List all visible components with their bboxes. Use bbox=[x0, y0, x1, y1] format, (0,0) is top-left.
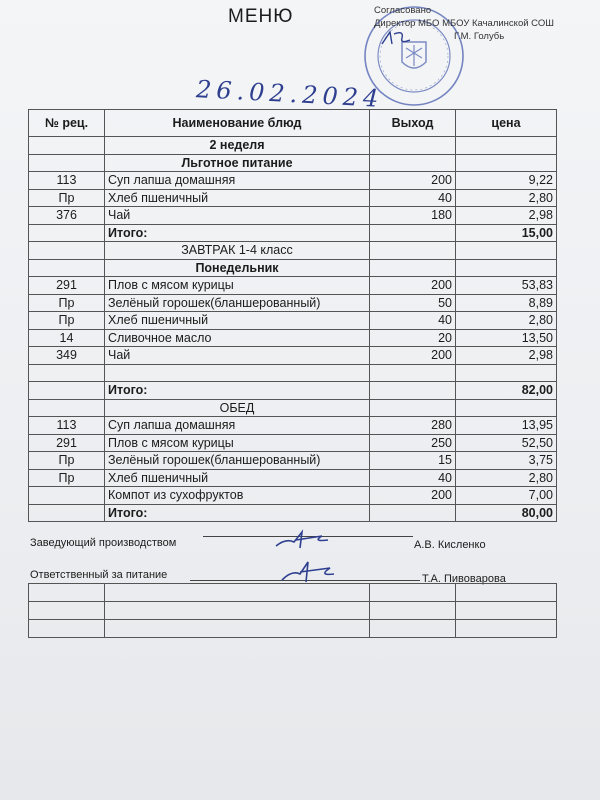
total-price: 82,00 bbox=[456, 382, 557, 400]
manager-label: Заведующий производством bbox=[30, 537, 177, 549]
blank-row bbox=[29, 602, 557, 620]
portion bbox=[370, 242, 456, 260]
portion bbox=[370, 224, 456, 242]
dish-name: Плов с мясом курицы bbox=[105, 434, 370, 452]
menu-item-row bbox=[29, 487, 557, 505]
dish-name: Чай bbox=[105, 347, 370, 365]
header-portion: Выход bbox=[370, 110, 456, 137]
dish-name: Чай bbox=[105, 207, 370, 225]
manager-signature bbox=[272, 528, 332, 554]
price bbox=[456, 259, 557, 277]
section-title: ОБЕД bbox=[105, 399, 370, 417]
recipe-no bbox=[29, 154, 105, 172]
header-recipe-no: № рец. bbox=[29, 110, 105, 137]
recipe-no: Пр bbox=[29, 469, 105, 487]
section-row bbox=[29, 242, 557, 260]
price: 2,80 bbox=[456, 312, 557, 330]
menu-item-row bbox=[29, 417, 557, 435]
blank-row bbox=[29, 620, 557, 638]
total-row bbox=[29, 504, 557, 522]
blank-table bbox=[28, 583, 557, 638]
portion: 40 bbox=[370, 469, 456, 487]
menu-item-row bbox=[29, 347, 557, 365]
recipe-no: Пр bbox=[29, 452, 105, 470]
recipe-no bbox=[29, 382, 105, 400]
portion: 200 bbox=[370, 487, 456, 505]
portion bbox=[370, 382, 456, 400]
price: 9,22 bbox=[456, 172, 557, 190]
menu-table bbox=[28, 109, 557, 522]
portion: 20 bbox=[370, 329, 456, 347]
recipe-no bbox=[29, 364, 105, 382]
recipe-no bbox=[29, 224, 105, 242]
section-row bbox=[29, 154, 557, 172]
total-label: Итого: bbox=[105, 382, 370, 400]
portion: 40 bbox=[370, 189, 456, 207]
price: 2,98 bbox=[456, 347, 557, 365]
portion bbox=[370, 504, 456, 522]
menu-item-row bbox=[29, 312, 557, 330]
recipe-no bbox=[29, 137, 105, 155]
portion: 200 bbox=[370, 172, 456, 190]
menu-item-row bbox=[29, 452, 557, 470]
header-price: цена bbox=[456, 110, 557, 137]
portion bbox=[370, 364, 456, 382]
blank-row bbox=[29, 584, 557, 602]
approval-line: Директор МБО МБОУ Качалинской СОШ bbox=[374, 18, 554, 29]
approval-line: Г.М. Голубь bbox=[454, 31, 505, 42]
price: 2,80 bbox=[456, 189, 557, 207]
menu-item-row bbox=[29, 329, 557, 347]
recipe-no bbox=[29, 399, 105, 417]
responsible-name: Т.А. Пивоварова bbox=[422, 573, 506, 585]
portion: 200 bbox=[370, 347, 456, 365]
recipe-no bbox=[29, 242, 105, 260]
director-signature bbox=[380, 28, 420, 50]
price: 52,50 bbox=[456, 434, 557, 452]
price bbox=[456, 364, 557, 382]
menu-date: 26.02.2024 bbox=[195, 75, 385, 113]
recipe-no: 349 bbox=[29, 347, 105, 365]
price: 7,00 bbox=[456, 487, 557, 505]
dish-name: Плов с мясом курицы bbox=[105, 277, 370, 295]
recipe-no: 291 bbox=[29, 277, 105, 295]
empty-row bbox=[29, 364, 557, 382]
price: 2,98 bbox=[456, 207, 557, 225]
section-title: Понедельник bbox=[105, 259, 370, 277]
portion bbox=[370, 137, 456, 155]
price: 2,80 bbox=[456, 469, 557, 487]
portion: 50 bbox=[370, 294, 456, 312]
portion bbox=[370, 399, 456, 417]
dish-name: Хлеб пшеничный bbox=[105, 189, 370, 207]
responsible-label: Ответственный за питание bbox=[30, 569, 168, 581]
section-title: ЗАВТРАК 1-4 класс bbox=[105, 242, 370, 260]
menu-item-row bbox=[29, 172, 557, 190]
total-row bbox=[29, 224, 557, 242]
section-row bbox=[29, 137, 557, 155]
dish-name: Зелёный горошек(бланшерованный) bbox=[105, 452, 370, 470]
manager-name: А.В. Кисленко bbox=[414, 539, 486, 551]
dish-name: Сливочное масло bbox=[105, 329, 370, 347]
menu-item-row bbox=[29, 189, 557, 207]
recipe-no: 14 bbox=[29, 329, 105, 347]
section-title: 2 неделя bbox=[105, 137, 370, 155]
price: 13,50 bbox=[456, 329, 557, 347]
recipe-no: Пр bbox=[29, 312, 105, 330]
total-price: 15,00 bbox=[456, 224, 557, 242]
dish-name: Хлеб пшеничный bbox=[105, 469, 370, 487]
total-price: 80,00 bbox=[456, 504, 557, 522]
menu-item-row bbox=[29, 294, 557, 312]
recipe-no bbox=[29, 259, 105, 277]
dish-name: Суп лапша домашняя bbox=[105, 172, 370, 190]
section-title: Льготное питание bbox=[105, 154, 370, 172]
recipe-no: 113 bbox=[29, 172, 105, 190]
price bbox=[456, 154, 557, 172]
price: 13,95 bbox=[456, 417, 557, 435]
menu-item-row bbox=[29, 277, 557, 295]
portion: 280 bbox=[370, 417, 456, 435]
portion: 250 bbox=[370, 434, 456, 452]
header-dish-name: Наименование блюд bbox=[105, 110, 370, 137]
portion: 15 bbox=[370, 452, 456, 470]
dish-name: Хлеб пшеничный bbox=[105, 312, 370, 330]
recipe-no: 113 bbox=[29, 417, 105, 435]
recipe-no: Пр bbox=[29, 189, 105, 207]
portion: 200 bbox=[370, 277, 456, 295]
dish-name: Суп лапша домашняя bbox=[105, 417, 370, 435]
price bbox=[456, 242, 557, 260]
total-label: Итого: bbox=[105, 224, 370, 242]
approval-line: Согласовано bbox=[374, 5, 432, 16]
dish-name: Зелёный горошек(бланшерованный) bbox=[105, 294, 370, 312]
portion bbox=[370, 154, 456, 172]
portion bbox=[370, 259, 456, 277]
total-row bbox=[29, 382, 557, 400]
dish-name: Компот из сухофруктов bbox=[105, 487, 370, 505]
price: 3,75 bbox=[456, 452, 557, 470]
document-title: МЕНЮ bbox=[228, 6, 294, 27]
recipe-no: Пр bbox=[29, 294, 105, 312]
price bbox=[456, 137, 557, 155]
section-row bbox=[29, 259, 557, 277]
price bbox=[456, 399, 557, 417]
section-row bbox=[29, 399, 557, 417]
menu-item-row bbox=[29, 469, 557, 487]
portion: 180 bbox=[370, 207, 456, 225]
menu-item-row bbox=[29, 207, 557, 225]
price: 8,89 bbox=[456, 294, 557, 312]
dish-name bbox=[105, 364, 370, 382]
total-label: Итого: bbox=[105, 504, 370, 522]
menu-item-row bbox=[29, 434, 557, 452]
recipe-no: 376 bbox=[29, 207, 105, 225]
recipe-no bbox=[29, 487, 105, 505]
portion: 40 bbox=[370, 312, 456, 330]
recipe-no bbox=[29, 504, 105, 522]
price: 53,83 bbox=[456, 277, 557, 295]
recipe-no: 291 bbox=[29, 434, 105, 452]
table-header-row bbox=[29, 110, 557, 137]
